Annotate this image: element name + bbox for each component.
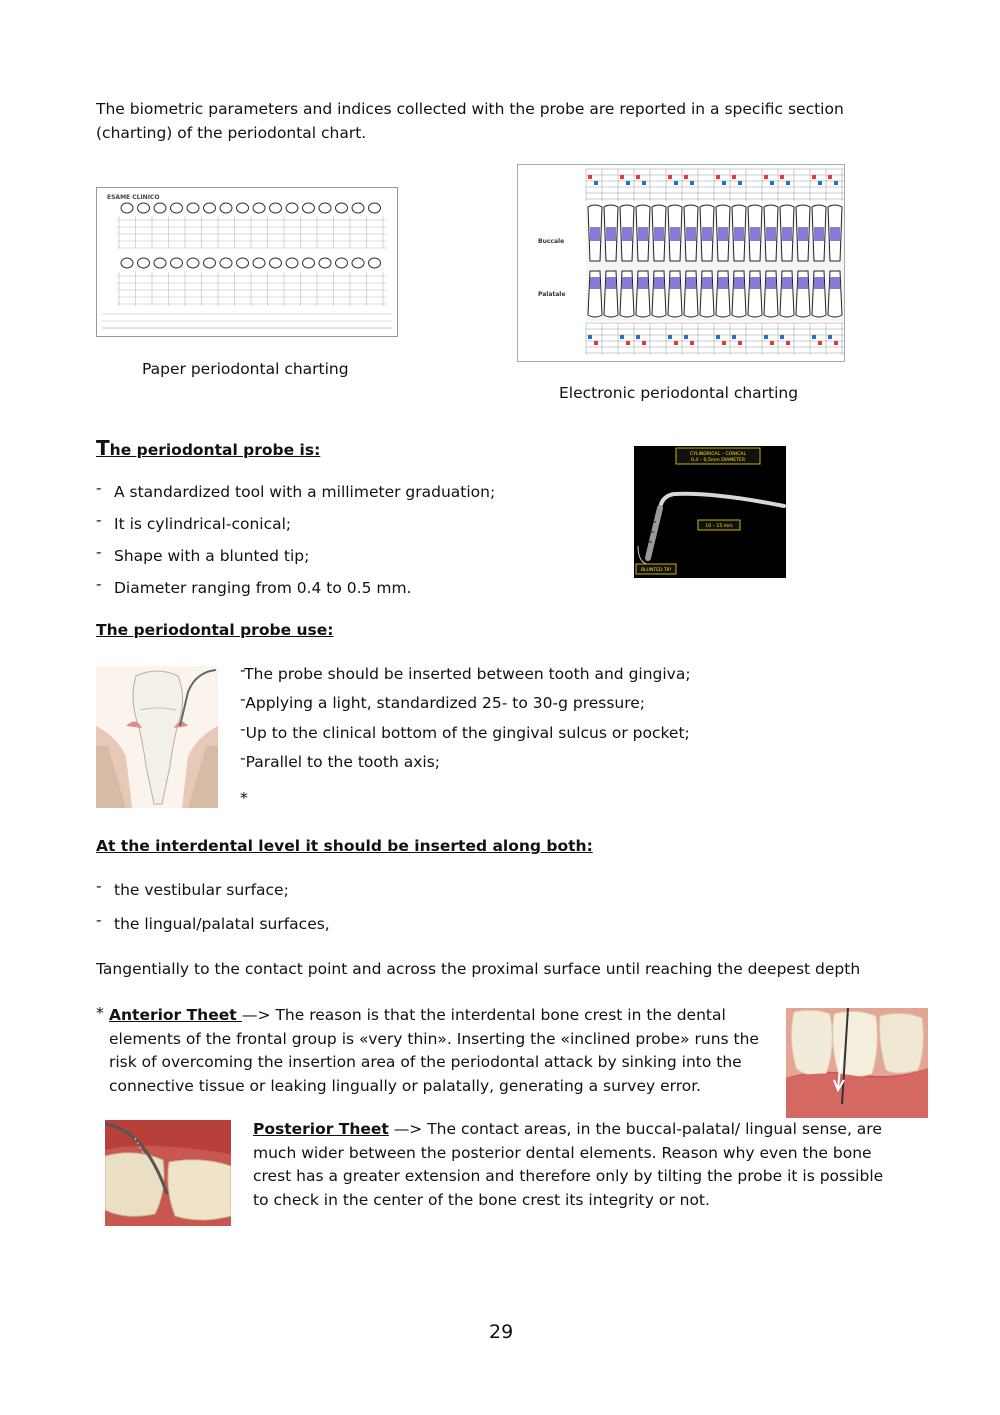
marker	[764, 175, 768, 179]
marker	[642, 341, 646, 345]
probe-photo	[634, 446, 786, 578]
pocket-mark	[830, 277, 840, 289]
marker	[668, 335, 672, 339]
pocket-mark	[750, 227, 760, 241]
posterior-paragraph: Posterior Theet —> The contact areas, in the buccal-palatal/ lingual sense, are much wider between the posterior dental elements. Reason why even the bone crest has a greater extension and therefore only by tilting the probe it is possible to check in the center of the bone crest its integrity or not.	[253, 1120, 884, 1209]
marker	[588, 335, 592, 339]
pocket-mark	[606, 277, 616, 289]
asterisk-mark: *	[240, 789, 248, 807]
pocket-mark	[606, 227, 616, 241]
pocket-mark	[782, 277, 792, 289]
pocket-mark	[734, 277, 744, 289]
pocket-mark	[798, 227, 808, 241]
pocket-mark	[654, 277, 664, 289]
marker	[828, 175, 832, 179]
probe-label-bottom: BLUNTED TIP	[641, 568, 671, 573]
marker	[786, 341, 790, 345]
marker	[674, 181, 678, 185]
paper-chart-image	[96, 187, 398, 337]
marker	[636, 175, 640, 179]
list-item: -Applying a light, standardized 25- to 30-g pressure;	[240, 690, 646, 712]
marker	[834, 341, 838, 345]
marker	[620, 175, 624, 179]
marker	[828, 335, 832, 339]
pocket-mark	[622, 227, 632, 241]
list-item: - the vestibular surface;	[96, 877, 289, 899]
pocket-mark	[590, 277, 600, 289]
interdental-heading: At the interdental level it should be inserted along both:	[96, 837, 593, 855]
pocket-mark	[686, 277, 696, 289]
list-item: -Parallel to the tooth axis;	[240, 749, 440, 771]
marker	[626, 341, 630, 345]
marker	[642, 181, 646, 185]
posterior-teeth-photo	[105, 1120, 231, 1226]
marker	[716, 175, 720, 179]
pocket-mark	[686, 227, 696, 241]
pocket-mark	[638, 277, 648, 289]
pocket-mark	[622, 277, 632, 289]
pocket-mark	[670, 227, 680, 241]
marker	[722, 181, 726, 185]
pocket-mark	[766, 277, 776, 289]
list-item: - Shape with a blunted tip;	[96, 543, 310, 565]
marker	[780, 335, 784, 339]
pocket-mark	[702, 277, 712, 289]
probe-label-mid: 10 – 15 mm	[705, 524, 733, 529]
marker	[770, 181, 774, 185]
pocket-mark	[766, 227, 776, 241]
probe-is-heading: The periodontal probe is:	[96, 436, 321, 460]
marker	[780, 175, 784, 179]
pocket-mark	[718, 277, 728, 289]
palatale-label: Palatale	[538, 291, 566, 298]
pocket-mark	[654, 227, 664, 241]
marker	[668, 175, 672, 179]
anterior-teeth-photo	[786, 1008, 928, 1118]
pocket-mark	[638, 227, 648, 241]
pocket-mark	[798, 277, 808, 289]
marker	[626, 181, 630, 185]
marker	[770, 341, 774, 345]
electronic-chart-image	[517, 164, 845, 362]
pocket-mark	[782, 227, 792, 241]
interdental-note: Tangentially to the contact point and across the proximal surface until reaching the deepest depth	[96, 960, 861, 978]
marker	[690, 181, 694, 185]
list-item: - the lingual/palatal surfaces,	[96, 911, 330, 933]
pocket-mark	[814, 227, 824, 241]
marker	[690, 341, 694, 345]
anterior-paragraph: Anterior Theet —> The reason is that the interdental bone crest in the dental elements of the frontal group is «very thin». Inserting the «inclined probe» runs the risk of overcoming the insertion area of the periodontal attack by sinking into the connective tissue or leaking lingually or palatally, generating a survey error.	[109, 1006, 759, 1095]
marker	[588, 175, 592, 179]
list-item: - A standardized tool with a millimeter graduation;	[96, 479, 496, 501]
marker	[738, 341, 742, 345]
marker	[732, 335, 736, 339]
pocket-mark	[670, 277, 680, 289]
list-item: - It is cylindrical-conical;	[96, 511, 292, 533]
pocket-mark	[814, 277, 824, 289]
marker	[674, 341, 678, 345]
marker	[818, 341, 822, 345]
page-number: 29	[489, 1321, 514, 1343]
list-item: -The probe should be inserted between tooth and gingiva;	[240, 661, 691, 683]
paper-chart-caption: Paper periodontal charting	[142, 360, 349, 378]
marker	[594, 341, 598, 345]
marker	[594, 181, 598, 185]
marker	[684, 335, 688, 339]
marker	[722, 341, 726, 345]
marker	[732, 175, 736, 179]
list-item: -Up to the clinical bottom of the gingival sulcus or pocket;	[240, 720, 690, 742]
marker	[636, 335, 640, 339]
pocket-mark	[590, 227, 600, 241]
list-item: - Diameter ranging from 0.4 to 0.5 mm.	[96, 575, 412, 597]
marker	[786, 181, 790, 185]
probe-label-top2: 0,4 – 0,5mm DIAMETER	[690, 458, 746, 463]
marker	[812, 335, 816, 339]
marker	[684, 175, 688, 179]
anterior-star: *	[96, 1004, 104, 1022]
buccale-label: Buccale	[538, 238, 565, 245]
electronic-chart-caption: Electronic periodontal charting	[559, 384, 799, 402]
pocket-mark	[750, 277, 760, 289]
marker	[812, 175, 816, 179]
pocket-mark	[734, 227, 744, 241]
paper-chart-header: ESAME CLINICO	[107, 194, 160, 201]
probe-label-top: CYLINDRICAL – CONICAL	[689, 452, 747, 457]
pocket-mark	[702, 227, 712, 241]
probe-use-heading: The periodontal probe use:	[96, 621, 334, 639]
marker	[738, 181, 742, 185]
marker	[834, 181, 838, 185]
marker	[716, 335, 720, 339]
marker	[818, 181, 822, 185]
marker	[764, 335, 768, 339]
pocket-mark	[718, 227, 728, 241]
intro-paragraph: The biometric parameters and indices collected with the probe are reported in a specific section (charting) of the periodontal chart.	[96, 100, 844, 142]
tooth-probe-illustration	[96, 666, 218, 808]
marker	[620, 335, 624, 339]
pocket-mark	[830, 227, 840, 241]
